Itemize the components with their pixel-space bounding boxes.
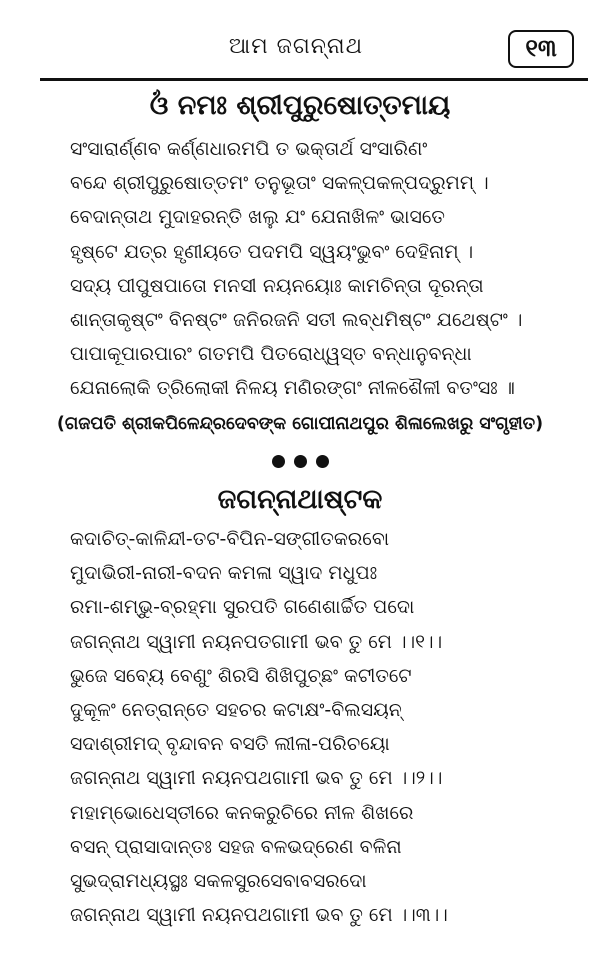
verse-line: ମୁଦାଭିରୀ-ନାରୀ-ବଦନ କମଳା ସ୍ୱାଦ ମଧୁପଃ [70, 562, 378, 585]
ashtaka-title: ଜଗନ୍ନାଥାଷ୍ଟକ [217, 484, 383, 515]
divider-dot [316, 455, 329, 468]
page-number-box: ୧୩ [508, 30, 574, 68]
verse-line: ବସନ୍ ପ୍ରାସାଦାନ୍ତଃ ସହଜ ବଳଭଦ୍ରେଣ ବଳିନା [70, 835, 402, 858]
verse-line: କଦାଚିତ୍-କାଳିନ୍ଦୀ-ତଟ-ବିପିନ-ସଙ୍ଗୀତକରବୋ [70, 528, 390, 550]
verse-line: ଜଗନ୍ନାଥ ସ୍ୱାମୀ ନୟନପତଗାମୀ ଭବ ତୁ ମେ ।।୧।। [70, 630, 443, 653]
verse-line: ବନ୍ଦେ ଶ୍ରୀପୁରୁଷୋତ୍ତମଂ ତନୁଭୂତାଂ ସକଳ୍ପକଳ୍ପଦ୍ରୁମମ୍ । [70, 172, 489, 195]
page-header [0, 0, 600, 86]
verse-line: ବେଦାନ୍ତାଥ ମୁଦାହରନ୍ତି ଖଲୁ ଯଂ ଯେନାଖିଳଂ ଭାସତେ [70, 206, 445, 229]
verse-line: ସୁଭଦ୍ରାମଧ୍ୟସ୍ଥଃ ସକଳସୁରସେବାବସରଦୋ [70, 870, 367, 893]
verse-line: ଜଗନ୍ନାଥ ସ୍ୱାମୀ ନୟନପଥଗାମୀ ଭବ ତୁ ମେ ।।୩।। [70, 904, 448, 927]
verse-line: ଜଗନ୍ନାଥ ସ୍ୱାମୀ ନୟନପଥଗାମୀ ଭବ ତୁ ମେ ।।୨।। [70, 767, 443, 790]
running-header-title: ଆମ ଜଗନ୍ନାଥ [228, 34, 364, 59]
verse-line: ଭୁଜେ ସବ୍ୟେ ବେଣୁଂ ଶିରସି ଶିଖିପୁଚ୍ଛଂ କଟୀତଟେ [70, 664, 412, 687]
verse-line: ପାପାକୂପାରପାରଂ ଗତମପି ପିତରୋଧ୍ୱସ୍ତ ବନ୍ଧାନୁବନ୍ଧା [70, 343, 472, 366]
divider-dot [294, 455, 307, 468]
section-divider-ornament [0, 446, 600, 476]
divider-dot [272, 455, 285, 468]
prayer-title: ଓଁ ନମଃ ଶ୍ରୀପୁରୁଷୋତ୍ତମାୟ [149, 90, 451, 121]
verse-line: ଦୁକୂଳଂ ନେତ୍ରାନ୍ତେ ସହଚର କଟାକ୍ଷଂ-ବିଲସୟନ୍ [70, 699, 402, 722]
verse-line: ସଂସାରାର୍ଣ୍ଣବ କର୍ଣ୍ଣଧାରମପି ତ ଭକ୍ତାର୍ଥ ସଂସାରିଣଂ [70, 138, 428, 160]
verse-line: ଯେନାଲୋକି ତ୍ରିଲୋକୀ ନିଳୟ ମଣିରଙ୍ଗଂ ନୀଳଶୈଳୀ ବତଂସଃ ॥ [70, 377, 515, 400]
prayer-verse [70, 132, 590, 406]
verse-line: ସଦ୍ୟ ପୀପୁଷପାତୋ ମନସୀ ନୟନୟୋଃ କାମଚିନ୍ତା ଦୂରନ୍ତା [70, 274, 484, 297]
verse-line: ସଦାଶ୍ରୀମଦ୍ ବୃନ୍ଦାବନ ବସତି ଲୀଳା-ପରିଚୟୋ [70, 733, 390, 756]
source-note: (ଗଜପତି ଶ୍ରୀକପିଳେନ୍ଦ୍ରଦେବଙ୍କ ଗୋପୀନାଥପୁର ଶିଳାଲେଖରୁ ସଂଗୃହୀତ) [56, 414, 544, 434]
verse-line: ହୃଷ୍ଟେ ଯତ୍ର ହୃଣୀୟତେ ପଦମପି ସ୍ୱୟଂଭୁବଂ ଦେହିନାମ୍ । [70, 240, 474, 263]
verse-line: ଶାନ୍ତାକୃଷ୍ଟଂ ବିନଷ୍ଟଂ ଜନିରଜନି ସତୀ ଲବ୍ଧମିଷ୍ଟଂ ଯଥେଷ୍ଟଂ । [70, 309, 523, 332]
ashtaka-verses [70, 522, 590, 932]
verse-line: ମହାମ୍ଭୋଧେସ୍ତୀରେ କନକରୁଚିରେ ନୀଳ ଶିଖରେ [70, 801, 414, 824]
verse-line: ରମା-ଶମ୍ଭୁ-ବ୍ରହ୍ମା ସୁରପତି ଗଣେଶାର୍ଚ୍ଚିତ ପଦୋ [70, 596, 415, 619]
header-rule [40, 78, 588, 81]
